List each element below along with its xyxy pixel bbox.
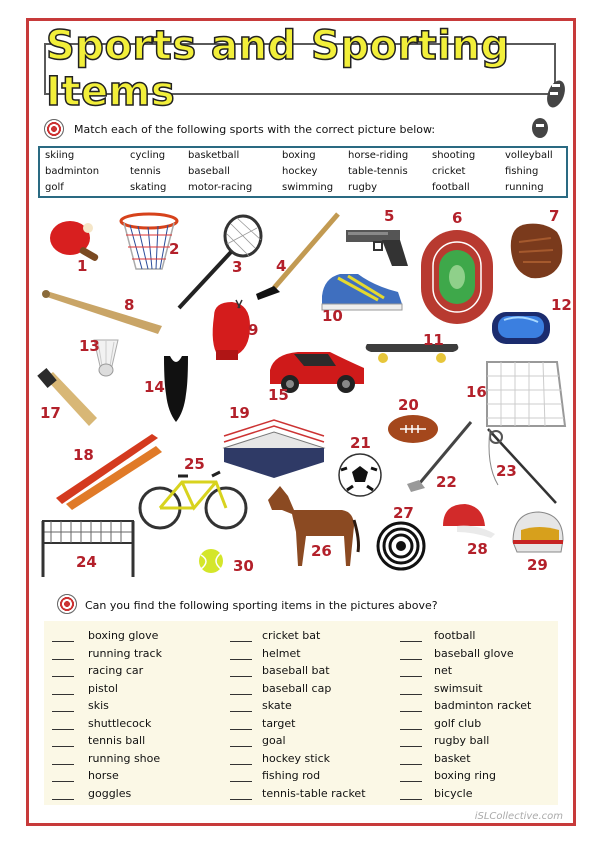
title-box xyxy=(44,23,556,115)
sport-word: skiing xyxy=(45,150,75,161)
target-picture xyxy=(376,521,426,571)
sporting-item-label: skis xyxy=(88,699,109,712)
answer-blank[interactable] xyxy=(400,641,422,642)
sports-word-table xyxy=(38,146,568,198)
picture-number: 24 xyxy=(76,553,97,571)
sporting-item-label: goal xyxy=(262,734,286,747)
answer-blank[interactable] xyxy=(230,676,252,677)
running-track-picture xyxy=(419,228,495,326)
sport-word: tennis xyxy=(130,166,161,177)
sporting-item-label: hockey stick xyxy=(262,751,331,765)
instruction-match: Match each of the following sports with the correct picture below: xyxy=(74,123,436,136)
baseball-cap-picture xyxy=(437,500,497,542)
target-icon xyxy=(57,594,77,614)
sporting-item-label: baseball glove xyxy=(434,646,514,660)
picture-number: 28 xyxy=(467,540,488,558)
sport-word: table-tennis xyxy=(348,166,408,177)
answer-blank[interactable] xyxy=(400,746,422,747)
picture-number: 6 xyxy=(452,209,463,227)
goggles-picture xyxy=(490,308,552,348)
sporting-item-label: golf club xyxy=(434,716,482,730)
picture-number: 21 xyxy=(350,434,371,452)
picture-number: 26 xyxy=(311,542,332,560)
sport-word: rugby xyxy=(348,182,378,193)
picture-number: 11 xyxy=(423,331,444,349)
answer-blank[interactable] xyxy=(52,781,74,782)
answer-blank[interactable] xyxy=(52,694,74,695)
picture-number: 2 xyxy=(169,240,180,258)
sporting-item-label: badminton racket xyxy=(434,699,532,712)
answer-blank[interactable] xyxy=(230,694,252,695)
sporting-item-label: tennis ball xyxy=(88,734,146,747)
picture-number: 10 xyxy=(322,307,343,325)
answer-blank[interactable] xyxy=(400,711,422,712)
sporting-item-label: skate xyxy=(262,699,292,712)
picture-number: 9 xyxy=(248,321,259,339)
picture-number: 16 xyxy=(466,383,487,401)
instruction-find: Can you find the following sporting items in the pictures above? xyxy=(85,599,438,612)
sporting-item-label: baseball bat xyxy=(262,664,330,677)
sporting-item-label: helmet xyxy=(262,646,301,660)
sport-word: basketball xyxy=(188,150,240,161)
sporting-item-label: rugby ball xyxy=(434,734,490,747)
answer-blank[interactable] xyxy=(52,659,74,660)
footer-watermark: iSLCollective.com xyxy=(474,811,563,822)
picture-number: 1 xyxy=(77,257,88,275)
sport-word: motor-racing xyxy=(188,182,253,193)
answer-blank[interactable] xyxy=(230,764,252,765)
picture-number: 25 xyxy=(184,455,205,473)
sport-word: cycling xyxy=(130,150,166,161)
answer-blank[interactable] xyxy=(52,746,74,747)
picture-number: 30 xyxy=(233,557,254,575)
horse-picture xyxy=(258,480,362,570)
goal-picture xyxy=(483,356,567,430)
sport-word: hockey xyxy=(282,166,318,177)
baseball-glove-picture xyxy=(505,220,565,282)
skateboard-picture xyxy=(361,336,463,366)
sporting-item-label: net xyxy=(434,664,453,677)
sporting-item-label: running shoe xyxy=(88,751,161,765)
picture-number: 4 xyxy=(276,257,287,275)
sport-word: golf xyxy=(45,182,64,193)
answer-blank[interactable] xyxy=(400,729,422,730)
tennis-ball-picture xyxy=(197,547,225,575)
picture-number: 19 xyxy=(229,404,250,422)
picture-number: 17 xyxy=(40,404,61,422)
picture-number: 23 xyxy=(496,462,517,480)
answer-blank[interactable] xyxy=(52,799,74,800)
answer-blank[interactable] xyxy=(52,676,74,677)
picture-number: 27 xyxy=(393,504,414,522)
sporting-item-label: baseball cap xyxy=(262,681,332,695)
sport-word: cricket xyxy=(432,166,466,177)
sport-word: badminton xyxy=(45,166,100,177)
sport-word: boxing xyxy=(282,150,316,161)
sporting-item-label: swimsuit xyxy=(434,681,483,695)
sporting-item-label: bicycle xyxy=(434,786,473,800)
sporting-item-label: boxing ring xyxy=(434,769,496,782)
sporting-item-label: football xyxy=(434,629,476,642)
footprint-icon xyxy=(526,76,568,142)
sport-word: football xyxy=(432,182,470,193)
sport-word: shooting xyxy=(432,150,476,161)
answer-blank[interactable] xyxy=(52,711,74,712)
sporting-item-label: shuttlecock xyxy=(88,716,152,730)
answer-blank[interactable] xyxy=(52,764,74,765)
sport-word: running xyxy=(505,182,544,193)
target-icon xyxy=(44,119,64,139)
sporting-item-label: goggles xyxy=(88,786,132,800)
sporting-item-label: pistol xyxy=(88,681,118,695)
picture-number: 14 xyxy=(144,378,165,396)
answer-blank[interactable] xyxy=(230,781,252,782)
sporting-item-label: cricket bat xyxy=(262,629,321,642)
answer-blank[interactable] xyxy=(230,799,252,800)
sporting-item-label: racing car xyxy=(88,664,144,677)
sport-word: fishing xyxy=(505,166,539,177)
picture-number: 3 xyxy=(232,258,243,276)
sporting-item-label: running track xyxy=(88,646,162,660)
sporting-item-label: target xyxy=(262,716,296,730)
answer-blank[interactable] xyxy=(230,641,252,642)
picture-number: 18 xyxy=(73,446,94,464)
sporting-item-label: fishing rod xyxy=(262,769,321,782)
answer-blank[interactable] xyxy=(230,711,252,712)
sporting-item-label: basket xyxy=(434,751,471,765)
answer-blank[interactable] xyxy=(400,676,422,677)
items-list-box xyxy=(44,621,558,805)
helmet-picture xyxy=(509,508,565,558)
answer-blank[interactable] xyxy=(400,764,422,765)
answer-blank[interactable] xyxy=(230,729,252,730)
picture-number: 22 xyxy=(436,473,457,491)
answer-blank[interactable] xyxy=(52,641,74,642)
picture-number: 5 xyxy=(384,207,395,225)
picture-number: 13 xyxy=(79,337,100,355)
bicycle-picture xyxy=(136,468,250,534)
page-title: Sports and Sporting Items xyxy=(46,23,510,115)
answer-blank[interactable] xyxy=(230,659,252,660)
picture-number: 7 xyxy=(549,207,560,225)
sport-word: swimming xyxy=(282,182,334,193)
sporting-item-label: boxing glove xyxy=(88,629,159,642)
sporting-item-label: tennis-table racket xyxy=(262,786,366,800)
picture-number: 15 xyxy=(268,386,289,404)
answer-blank[interactable] xyxy=(400,781,422,782)
picture-number: 8 xyxy=(124,296,135,314)
sport-word: volleyball xyxy=(505,150,553,161)
sporting-item-label: horse xyxy=(88,769,119,782)
answer-blank[interactable] xyxy=(230,746,252,747)
answer-blank[interactable] xyxy=(400,694,422,695)
picture-number: 20 xyxy=(398,396,419,414)
sport-word: skating xyxy=(130,182,167,193)
answer-blank[interactable] xyxy=(400,799,422,800)
sport-word: horse-riding xyxy=(348,150,409,161)
answer-blank[interactable] xyxy=(400,659,422,660)
baseball-bat-picture xyxy=(40,290,164,336)
picture-number: 12 xyxy=(551,296,572,314)
pistol-picture xyxy=(344,220,412,268)
answer-blank[interactable] xyxy=(52,729,74,730)
picture-number: 29 xyxy=(527,556,548,574)
sport-word: baseball xyxy=(188,166,230,177)
